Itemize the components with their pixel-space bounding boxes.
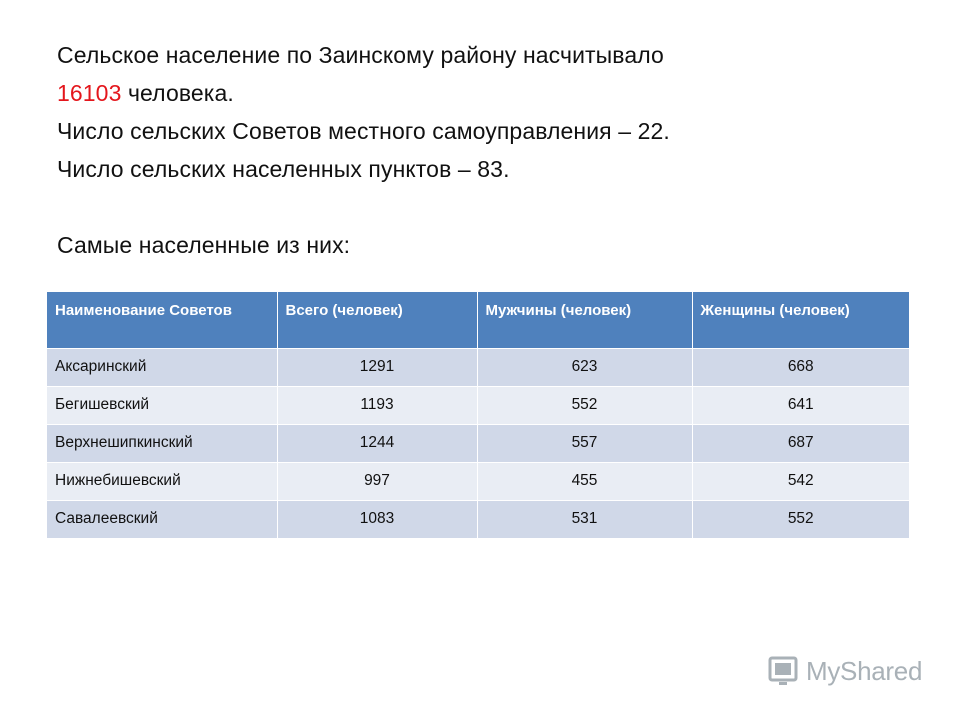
councils-prefix: Число сельских Советов местного самоуправления – — [57, 118, 638, 144]
table-row — [47, 500, 909, 538]
header-total: Всего (человек) — [277, 292, 477, 348]
population-line-1: Сельское население по Заинскому району насчитывало — [57, 42, 664, 68]
cell-total: 1291 — [277, 348, 477, 386]
population-value: 16103 — [57, 80, 122, 106]
cell-council-name: Савалеевский — [47, 500, 277, 538]
councils-line — [57, 112, 917, 150]
header-men: Мужчины (человек) — [477, 292, 692, 348]
cell-council-name: Аксаринский — [47, 348, 277, 386]
cell-women: 687 — [692, 424, 909, 462]
councils-table — [47, 292, 909, 538]
cell-total: 997 — [277, 462, 477, 500]
cell-council-name: Бегишевский — [47, 386, 277, 424]
cell-men: 557 — [477, 424, 692, 462]
cell-council-name: Верхнешипкинский — [47, 424, 277, 462]
cell-total: 1244 — [277, 424, 477, 462]
population-line-2 — [57, 74, 917, 112]
cell-men: 455 — [477, 462, 692, 500]
settlements-line — [57, 150, 917, 188]
table-row — [47, 386, 909, 424]
most-populated-heading: Самые населенные из них: — [57, 232, 351, 258]
table-row — [47, 424, 909, 462]
table-row — [47, 462, 909, 500]
population-suffix: человека. — [121, 80, 234, 106]
cell-men: 623 — [477, 348, 692, 386]
slide-text — [57, 36, 917, 264]
settlements-prefix: Число сельских населенных пунктов – — [57, 156, 478, 182]
header-women: Женщины (человек) — [692, 292, 909, 348]
table-header-row — [47, 292, 909, 348]
cell-women: 542 — [692, 462, 909, 500]
table-row — [47, 348, 909, 386]
cell-men: 531 — [477, 500, 692, 538]
spacer — [57, 188, 917, 226]
settlements-value: 83 — [477, 156, 504, 182]
councils-value: 22 — [637, 118, 664, 144]
cell-women: 641 — [692, 386, 909, 424]
cell-total: 1193 — [277, 386, 477, 424]
cell-women: 552 — [692, 500, 909, 538]
myshared-watermark — [768, 654, 922, 688]
cell-total: 1083 — [277, 500, 477, 538]
header-council-name: Наименование Советов — [47, 292, 277, 348]
cell-women: 668 — [692, 348, 909, 386]
cell-men: 552 — [477, 386, 692, 424]
settlements-suffix: . — [503, 156, 510, 182]
myshared-logo-icon — [768, 654, 802, 688]
councils-suffix: . — [663, 118, 670, 144]
cell-council-name: Нижнебишевский — [47, 462, 277, 500]
watermark-text: MyShared — [806, 655, 923, 686]
